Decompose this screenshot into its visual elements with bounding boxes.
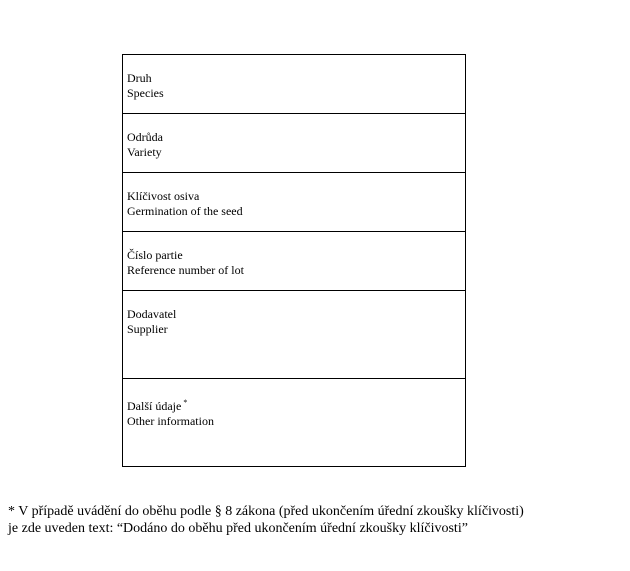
field-label-en: Species <box>127 86 164 100</box>
field-label-cz: Druh <box>127 71 152 85</box>
field-label-cz: Odrůda <box>127 130 163 144</box>
field-label-en: Supplier <box>127 322 168 336</box>
field-label-en: Other information <box>127 414 214 428</box>
footnote <box>8 503 524 537</box>
field-label-cz: Další údaje <box>127 399 182 413</box>
row-variety <box>123 114 465 173</box>
row-species <box>123 55 465 114</box>
row-germination <box>123 173 465 232</box>
field-label-cz-with-marker <box>127 395 465 414</box>
field-label-en: Reference number of lot <box>127 263 244 277</box>
field-label-cz: Klíčivost osiva <box>127 189 200 203</box>
footnote-line-1: * V případě uvádění do oběhu podle § 8 zákona (před ukončením úřední zkoušky klíčivosti) <box>8 504 524 519</box>
field-label-en: Germination of the seed <box>127 204 243 218</box>
field-label-en: Variety <box>127 145 162 159</box>
row-other-information <box>123 379 465 466</box>
row-supplier <box>123 291 465 379</box>
field-label-cz: Číslo partie <box>127 248 183 262</box>
seed-label-table <box>122 54 466 467</box>
field-label-cz: Dodavatel <box>127 307 177 321</box>
row-lot-number <box>123 232 465 291</box>
footnote-line-2: je zde uveden text: “Dodáno do oběhu před ukončením úřední zkoušky klíčivosti” <box>8 521 468 536</box>
footnote-marker: * <box>183 398 188 407</box>
